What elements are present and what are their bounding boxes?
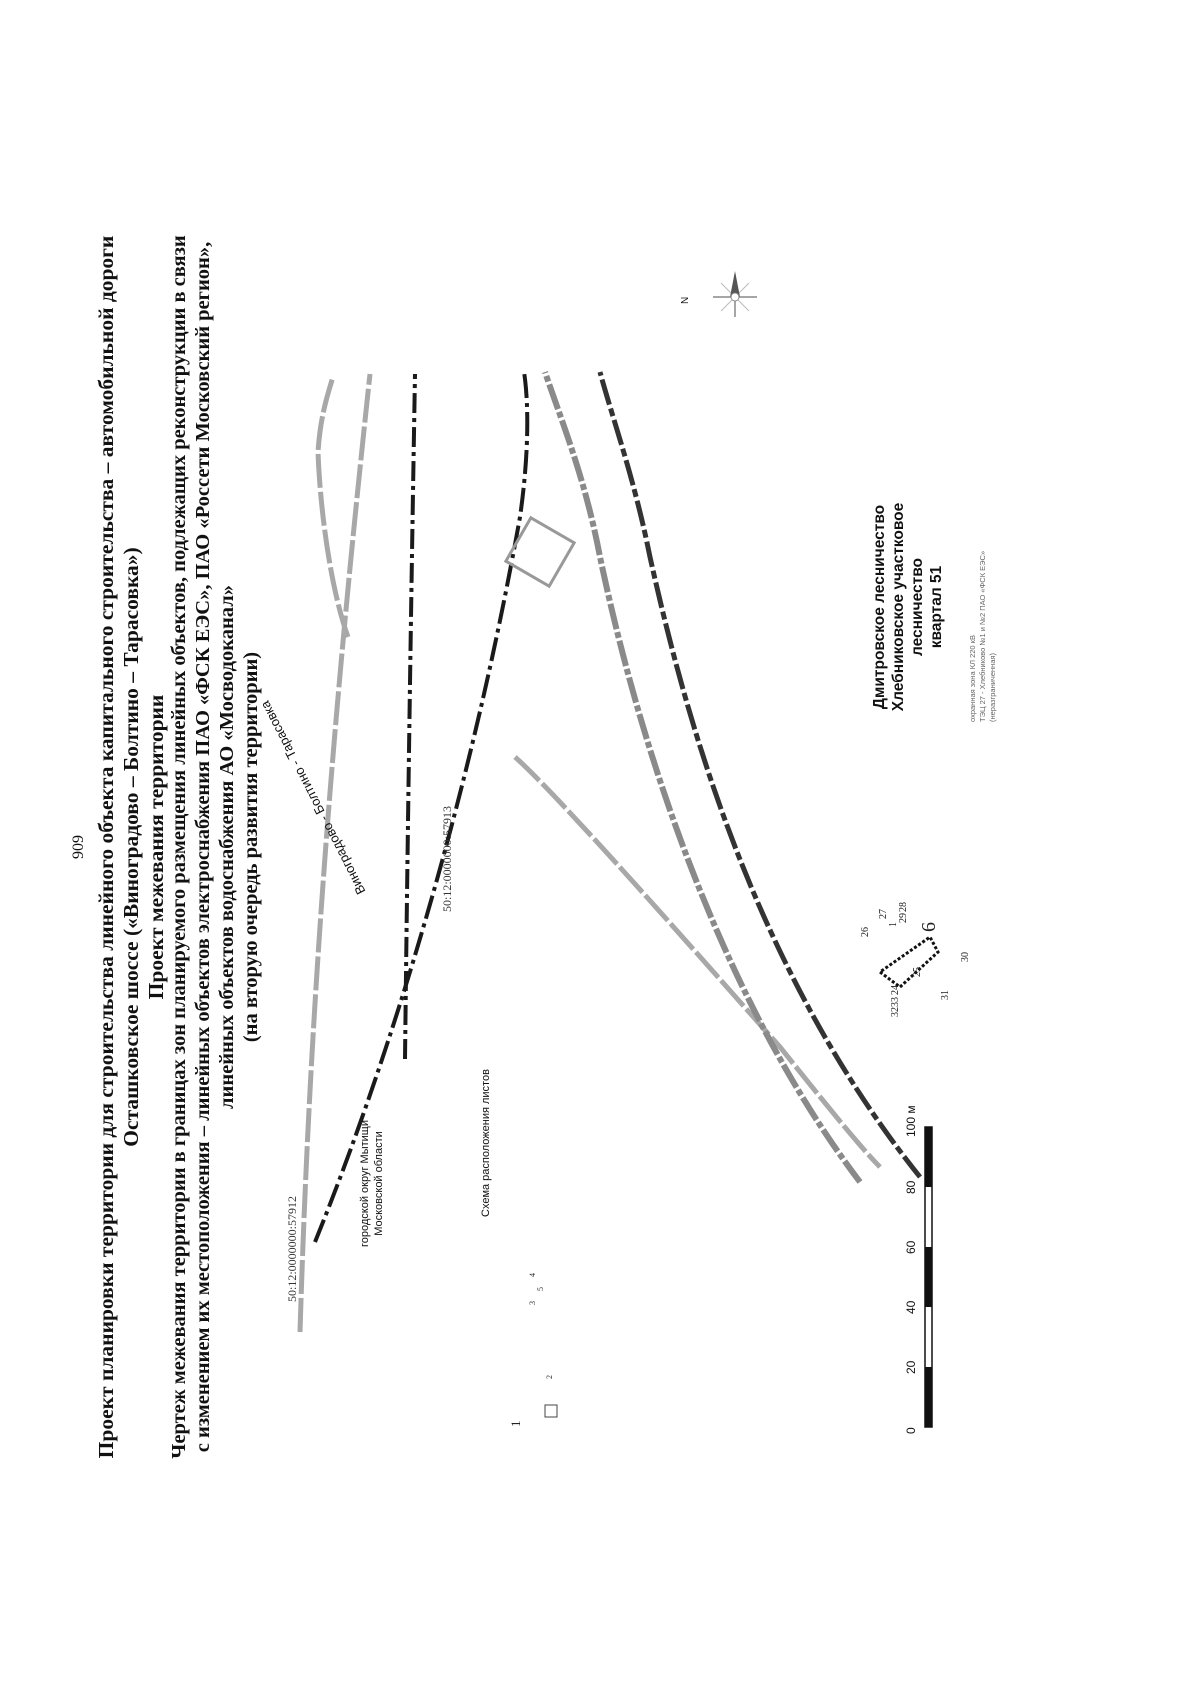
title-line-5: с изменением их местоположения – линейных объектов электроснабжения ПАО «ФСК ЕЭС», ПАО «Россети Московский регион», [192, 241, 214, 1453]
point-30: 30 [960, 952, 971, 962]
title-line-3: Проект межевания территории [144, 694, 168, 1000]
point-32: 32 [890, 1007, 901, 1017]
scale-label-40: 40 [904, 1300, 918, 1314]
point-29: 29 [898, 913, 909, 923]
index-sheet-number-5: 5 [536, 1287, 545, 1291]
gray-line-southwest [515, 757, 880, 1167]
road-line-main [315, 372, 527, 1242]
scale-label-0: 0 [904, 1427, 918, 1434]
gray-branch-loop [318, 377, 348, 637]
scale-label-100: 100 м [904, 1105, 918, 1137]
point-28: 28 [898, 902, 909, 912]
district-line-1: городской округ Мытищи [359, 1120, 371, 1247]
zone-note-line-3: (неразграниченная) [988, 652, 997, 722]
road-line-north [405, 374, 415, 1059]
point-27: 27 [878, 909, 889, 919]
point-1: 1 [888, 922, 899, 927]
scale-label-60: 60 [904, 1240, 918, 1254]
scale-label-20: 20 [904, 1360, 918, 1374]
title-line-2: Осташковское шоссе («Виноградово – Болтино – Тарасовка») [119, 547, 143, 1147]
point-31: 31 [940, 990, 951, 1000]
page-number: 909 [70, 835, 87, 859]
point-25: 25 [912, 967, 923, 977]
point-33: 33 [890, 997, 901, 1007]
zone-note-line-1: охранная зона КЛ 220 кВ [968, 635, 977, 722]
index-sheet-number-2: 2 [545, 1375, 554, 1379]
scale-label-80: 80 [904, 1180, 918, 1194]
district-label [358, 1120, 386, 1247]
title-line-4: Чертеж межевания территории в границах зон планируемого размещения линейных объектов, подлежащих реконструкции в связи [168, 235, 190, 1459]
index-sheet-number-4: 4 [528, 1273, 537, 1277]
point-26: 26 [860, 927, 871, 937]
index-sheet-number-3: 3 [528, 1301, 537, 1305]
road-label: Виноградово - Болтино - Тарасовка [257, 698, 369, 897]
north-label: N [680, 296, 691, 304]
plot-boundary-6 [880, 937, 938, 987]
forest-line-4: квартал 51 [928, 565, 945, 649]
forest-line-2: Хлебниковское участковое [890, 502, 907, 712]
title-line-1: Проект планировки территории для строительства линейного объекта капитального строительства – автомобильной дороги [94, 235, 118, 1459]
cadastral-number-57912: 50:12:0000000:57912 [285, 1195, 299, 1302]
title-line-6: линейных объектов водоснабжения АО «Мосводоканал» [216, 585, 238, 1109]
index-sheet-1 [545, 1405, 557, 1417]
point-24: 24 [890, 985, 901, 995]
forest-label [870, 447, 946, 767]
plot-number-6: 6 [918, 922, 940, 932]
forest-line-3: лесничество [909, 558, 926, 656]
district-line-2: Московской области [373, 1131, 385, 1236]
zone-note-line-2: ТЭЦ 27 - Хлебниково №1 и №2 ПАО «ФСК ЕЭС» [978, 550, 987, 722]
road-arc-inner [545, 372, 860, 1182]
cadastral-number-57913: 50:12:0000000:57913 [440, 805, 454, 912]
index-sheet-number-1: 1 [508, 1420, 523, 1427]
forest-line-1: Дмитровское лесничество [871, 504, 888, 710]
zone-note [968, 551, 998, 722]
title-line-7: (на вторую очередь развития территории) [240, 651, 262, 1043]
scale-bar [925, 1127, 932, 1427]
north-arrow-icon [713, 271, 757, 317]
index-scheme-title: Схема расположения листов [480, 1069, 492, 1217]
